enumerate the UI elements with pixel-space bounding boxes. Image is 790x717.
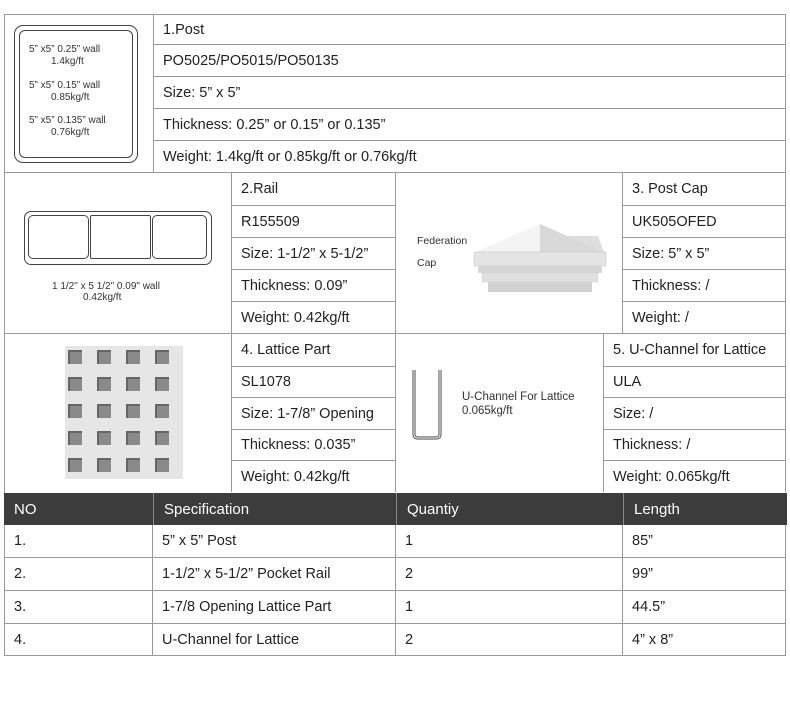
lattice-weight: Weight: 0.42kg/ft bbox=[241, 468, 350, 485]
table-row-no: 4. bbox=[14, 631, 27, 648]
rail-title: 2.Rail bbox=[241, 181, 279, 197]
lattice-opening bbox=[126, 458, 140, 472]
lattice-opening bbox=[68, 350, 82, 364]
post-diagram-weight: 0.76kg/ft bbox=[51, 127, 90, 138]
table-row-no: 3. bbox=[14, 599, 27, 615]
lattice-opening bbox=[97, 431, 111, 445]
uchannel-weight: Weight: 0.065kg/ft bbox=[613, 468, 730, 485]
postcap-code: UK505OFED bbox=[632, 213, 717, 230]
lattice-opening bbox=[97, 350, 111, 364]
lattice-size: Size: 1-7/8” Opening bbox=[241, 405, 374, 422]
post-size: Size: 5” x 5” bbox=[163, 84, 241, 101]
post-title: 1.Post bbox=[163, 21, 205, 38]
table-row-no: 2. bbox=[14, 566, 27, 582]
post-diagram-line: 5” x5” 0.15” wall bbox=[29, 80, 101, 91]
post-diagram-line: 5” x5” 0.135” wall bbox=[29, 115, 106, 126]
post-thickness: Thickness: 0.25” or 0.15” or 0.135” bbox=[163, 116, 386, 133]
rail-diagram-spec: 1 1/2" x 5 1/2" 0.09" wall bbox=[52, 281, 160, 292]
lattice-opening bbox=[126, 377, 140, 391]
rail-code: R155509 bbox=[241, 213, 300, 230]
lattice-opening bbox=[68, 431, 82, 445]
postcap-size: Size: 5” x 5” bbox=[632, 245, 710, 262]
table-row-length: 85” bbox=[632, 533, 653, 549]
table-row-specification: 1-1/2” x 5-1/2” Pocket Rail bbox=[162, 566, 331, 582]
table-header-quantity: Quantiy bbox=[396, 493, 623, 525]
table-row-length: 4” x 8” bbox=[632, 631, 674, 648]
u-channel-weight-label: 0.065kg/ft bbox=[462, 405, 513, 417]
lattice-opening bbox=[68, 404, 82, 418]
postcap-thickness: Thickness: / bbox=[632, 277, 710, 294]
table-row-quantity: 1 bbox=[405, 533, 414, 549]
post-code: PO5025/PO5015/PO50135 bbox=[163, 52, 339, 69]
postcap-weight: Weight: / bbox=[632, 309, 689, 326]
postcap-title: 3. Post Cap bbox=[632, 181, 708, 197]
table-row-no: 1. bbox=[14, 533, 27, 549]
table-header-specification: Specification bbox=[153, 493, 396, 525]
post-weight: Weight: 1.4kg/ft or 0.85kg/ft or 0.76kg/ft bbox=[163, 148, 417, 165]
postcap-label-cap: Cap bbox=[417, 257, 437, 269]
lattice-opening bbox=[155, 350, 169, 364]
lattice-code: SL1078 bbox=[241, 374, 291, 390]
lattice-opening bbox=[155, 431, 169, 445]
u-channel-label: U-Channel For Lattice bbox=[462, 391, 575, 403]
table-row-specification: 1-7/8 Opening Lattice Part bbox=[162, 599, 332, 615]
table-row-quantity: 2 bbox=[405, 566, 414, 582]
uchannel-thickness: Thickness: / bbox=[613, 437, 691, 453]
table-header-no: NO bbox=[4, 493, 153, 525]
uchannel-code: ULA bbox=[613, 374, 642, 390]
lattice-image bbox=[65, 346, 183, 479]
post-diagram-line: 5” x5” 0.25” wall bbox=[29, 44, 101, 55]
lattice-opening bbox=[126, 350, 140, 364]
rail-thickness: Thickness: 0.09” bbox=[241, 277, 348, 294]
lattice-opening bbox=[97, 458, 111, 472]
rail-diagram-weight: 0.42kg/ft bbox=[83, 292, 122, 303]
post-diagram-weight: 0.85kg/ft bbox=[51, 92, 90, 103]
lattice-opening bbox=[155, 377, 169, 391]
post-diagram-weight: 1.4kg/ft bbox=[51, 56, 84, 67]
lattice-opening bbox=[126, 431, 140, 445]
postcap-label: Federation bbox=[417, 235, 468, 247]
post-cap-image bbox=[470, 222, 610, 294]
lattice-opening bbox=[155, 404, 169, 418]
lattice-thickness: Thickness: 0.035” bbox=[241, 437, 356, 453]
post-diagram bbox=[14, 25, 138, 163]
lattice-opening bbox=[155, 458, 169, 472]
lattice-opening bbox=[68, 377, 82, 391]
table-row-specification: 5” x 5” Post bbox=[162, 533, 237, 549]
u-channel-image bbox=[408, 366, 448, 442]
lattice-title: 4. Lattice Part bbox=[241, 342, 331, 358]
table-row-quantity: 2 bbox=[405, 631, 414, 648]
lattice-opening bbox=[97, 404, 111, 418]
table-row-length: 44.5” bbox=[632, 599, 666, 615]
table-row-specification: U-Channel for Lattice bbox=[162, 631, 300, 648]
rail-weight: Weight: 0.42kg/ft bbox=[241, 309, 350, 326]
table-row-length: 99” bbox=[632, 566, 653, 582]
table-header-length: Length bbox=[623, 493, 787, 525]
lattice-opening bbox=[68, 458, 82, 472]
rail-size: Size: 1-1/2” x 5-1/2” bbox=[241, 245, 369, 262]
uchannel-title: 5. U-Channel for Lattice bbox=[613, 342, 767, 358]
rail-diagram bbox=[24, 211, 212, 265]
lattice-opening bbox=[126, 404, 140, 418]
lattice-opening bbox=[97, 377, 111, 391]
uchannel-size: Size: / bbox=[613, 405, 654, 422]
table-row-quantity: 1 bbox=[405, 599, 414, 615]
